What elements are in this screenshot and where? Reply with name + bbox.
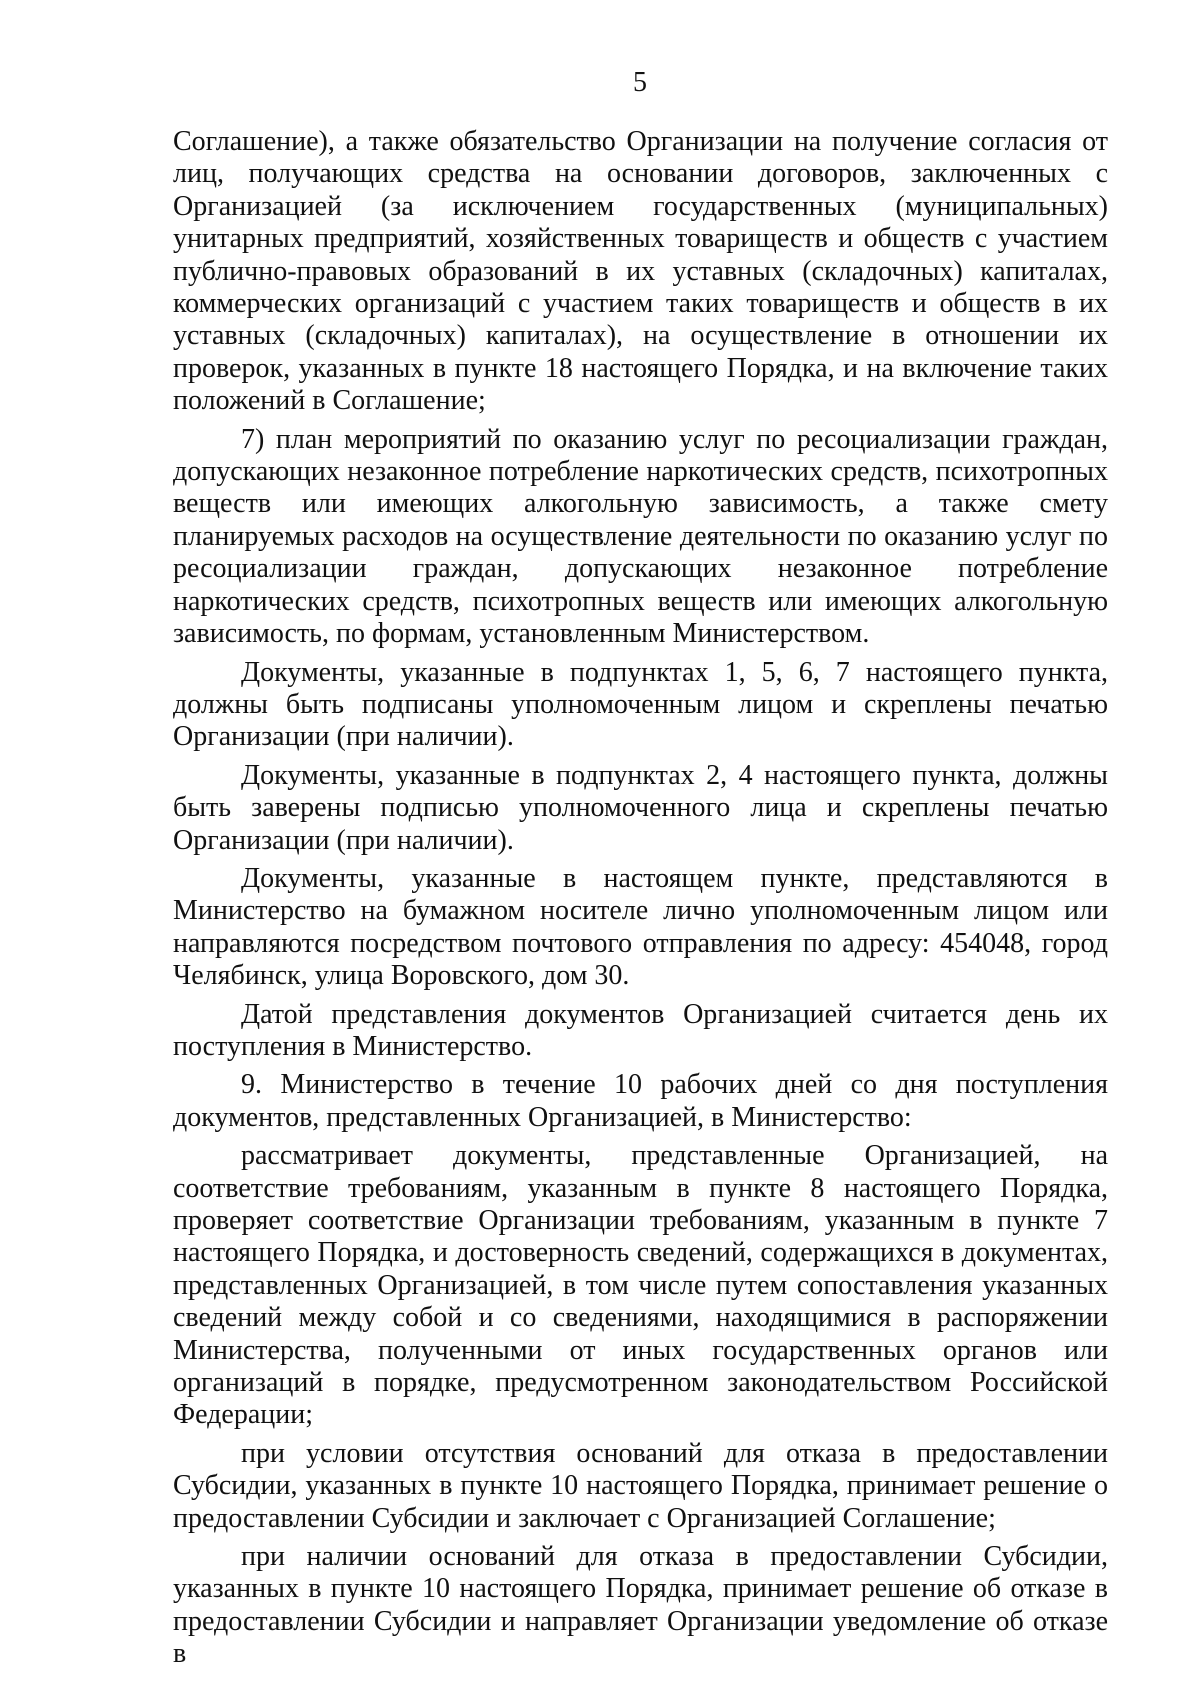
paragraph-signed-documents: Документы, указанные в подпунктах 1, 5, 6, 7 настоящего пункта, должны быть подписаны уполномоченным лицом и скреплены печатью Организации (при наличии). <box>173 656 1108 753</box>
paragraph-approval: при условии отсутствия оснований для отказа в предоставлении Субсидии, указанных в пункте 10 настоящего Порядка, принимает решение о предоставлении Субсидии и заключает с Организацией Соглашение; <box>173 1437 1108 1534</box>
paragraph-certified-documents: Документы, указанные в подпунктах 2, 4 настоящего пункта, должны быть заверены подписью уполномоченного лица и скреплены печатью Организации (при наличии). <box>173 759 1108 856</box>
paragraph-item-7: 7) план мероприятий по оказанию услуг по ресоциализации граждан, допускающих незаконное потребление наркотических средств, психотропных веществ или имеющих алкогольную зависимость, а также смету планируемых расходов на осуществление деятельности по оказанию услуг по ресоциализации граждан, допускающих незаконное потребление наркотических средств, психотропных веществ или имеющих алкогольную зависимость, по формам, установленным Министерством. <box>173 423 1108 650</box>
paragraph-review: рассматривает документы, представленные Организацией, на соответствие требованиям, указанным в пункте 8 настоящего Порядка, проверяет соответствие Организации требованиям, указанным в пункте 7 настоящего Порядка, и достоверность сведений, содержащихся в документах, представленных Организацией, в том числе путем сопоставления указанных сведений между собой и со сведениями, находящимися в распоряжении Министерства, полученными от иных государственных органов или организаций в порядке, предусмотренном законодательством Российской Федерации; <box>173 1140 1108 1431</box>
paragraph-refusal: при наличии оснований для отказа в предоставлении Субсидии, указанных в пункте 10 настоящего Порядка, принимает решение об отказе в предоставлении Субсидии и направляет Организации уведомление об отказе в <box>173 1541 1108 1670</box>
paragraph-submission-address: Документы, указанные в настоящем пункте, представляются в Министерство на бумажном носителе лично уполномоченным лицом или направляются посредством почтового отправления по адресу: 454048, город Челябинск, улица Воровского, дом 30. <box>173 862 1108 992</box>
paragraph-submission-date: Датой представления документов Организацией считается день их поступления в Министерство. <box>173 998 1108 1062</box>
paragraph-item-9: 9. Министерство в течение 10 рабочих дней со дня поступления документов, представленных Организацией, в Министерство: <box>173 1069 1108 1133</box>
paragraph-continuation: Соглашение), а также обязательство Организации на получение согласия от лиц, получающих средства на основании договоров, заключенных с Организацией (за исключением государственных (муниципальных) унитарных предприятий, хозяйственных товариществ и обществ с участием публично-правовых образований в их уставных (складочных) капиталах, коммерческих организаций с участием таких товариществ и обществ в их уставных (складочных) капиталах), на осуществление в отношении их проверок, указанных в пункте 18 настоящего Порядка, и на включение таких положений в Соглашение; <box>173 126 1108 417</box>
document-body <box>173 126 1108 1671</box>
page-number: 5 <box>633 67 647 98</box>
